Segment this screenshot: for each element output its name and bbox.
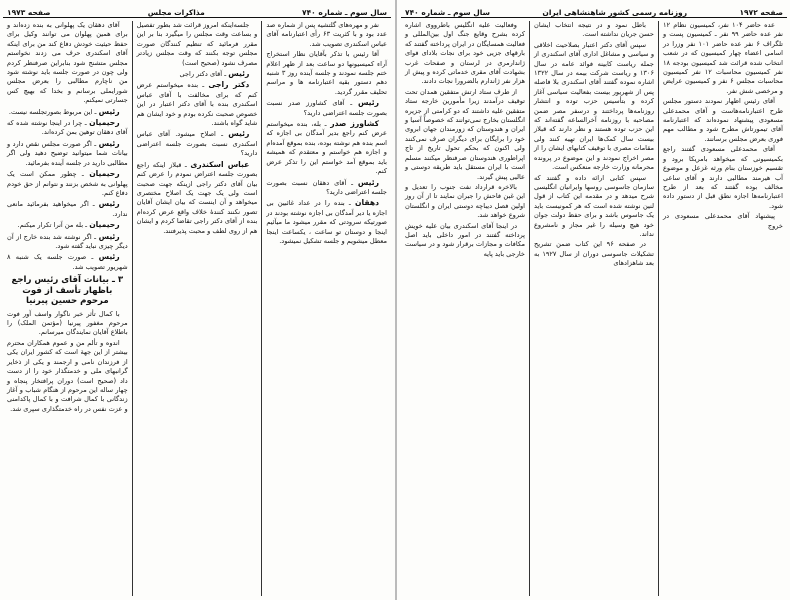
paragraph xyxy=(266,119,387,176)
speaker-name: دهقان xyxy=(355,198,379,208)
paragraph-text: باطل نمود و در نتیجه انتخاب ایشان حسن جریان نداشته است. xyxy=(534,21,654,39)
paragraph-text: ـ آقای دکتر راجی xyxy=(179,70,227,79)
paragraph xyxy=(534,240,654,268)
page-header xyxy=(3,0,391,18)
paragraph xyxy=(7,310,128,338)
speaker-name: رحیمیان xyxy=(89,169,120,179)
speaker-name: رئیس xyxy=(357,177,379,187)
right-page xyxy=(395,0,790,600)
paragraph-text: ـ چطور ممکن است یک پهلوانی به شخص بزنند و نتوانم از حق خودم دفاع کنم. xyxy=(6,170,128,197)
paragraph xyxy=(266,98,387,118)
paragraph-text: بالاخره قرارداد نفت جنوب را تعدیل و این غبن فاحش را جبران نمایند تا از آن روز اولین فصل دیباچه دوستی ایران و انگلستان شروع خواهد شد. xyxy=(405,182,525,220)
page-number: صفحه ۱۹۷۳ xyxy=(7,8,51,17)
text-column xyxy=(3,21,132,596)
paragraph xyxy=(534,174,654,240)
paragraph-text: در صفحه ۹۶ این کتاب ضمن تشریح تشکیلات جاسوسی دوران از سال ۱۹۲۷ به بعد شاهزادهای xyxy=(534,240,655,268)
paragraph-text: نفر و مهره‌های گلتشیه پس از شماره صد عدد بود و با کثریت ۶۳ رأی اعتبارنامه آقای عباس اسکندری تصویب شد. xyxy=(266,21,387,48)
speaker-name: رحیمیان xyxy=(89,220,120,230)
paragraph xyxy=(663,21,783,96)
issue-number: سال سوم ـ شماره ۷۴۰ xyxy=(405,8,490,17)
paragraph xyxy=(266,198,387,246)
paragraph xyxy=(7,252,128,272)
paragraph-text: ـ چرا در اینجا نوشته شده که آقای دهقان توهین بمن کرده‌اند. xyxy=(6,119,128,137)
paragraph xyxy=(405,183,525,221)
paragraph xyxy=(534,41,654,173)
paragraph xyxy=(7,118,128,138)
paragraph xyxy=(7,339,128,414)
paragraph xyxy=(137,80,258,128)
paragraph-text: ـ بله من آنرا تکرار میکنم. xyxy=(17,221,88,230)
speaker-name: رحیمیان xyxy=(89,118,120,128)
text-column xyxy=(529,21,658,596)
paragraph-text: ـ اصلاح میشود. آقای عباس اسکندری نسبت بصورت جلسه اعتراضی دارید؟ xyxy=(136,130,258,158)
paragraph-text: ـ اگر صورت مجلس نقص دارد و بیانات شما میتوانید توضیح دهید ولی اگر مطالبی دارید در جلسه آینده بفرمائید. xyxy=(6,139,128,167)
speaker-name: رئیس xyxy=(228,129,250,139)
paragraph-text: جلسه‌اینکه امروز قرائت شد بطور تفصیل و بساعت وقت مجلس را میگیرد بنا بر این مقرر فرمائید که تنظیم کنندگان صورت مجلس توجه بکنند که وقت مجلس زیادتر مصرف نشود (صحیح است) xyxy=(136,21,258,67)
paragraph xyxy=(534,21,654,40)
paragraph-text: ـ بنده را در عداد غائبین بی اجازه یا دیر آمدگان بی اجازه نوشته بودند در صورتیکه سرودتی که مقرر میشود ما میآئیم اینجا و دوستان تو ساعت ، یکساعت اینجا معطل میشویم و جلسه تشکیل نمیشود. xyxy=(266,199,387,245)
section-heading: ۳ ـ بیانات آقای رئیس راجع باظهار تأسف از فوت مرحوم حسین پیرنیا xyxy=(11,275,124,307)
issue-number: سال سوم ـ شماره ۷۴۰ xyxy=(302,8,387,17)
speaker-name: رئیس xyxy=(98,106,120,116)
paragraph xyxy=(137,129,258,158)
section-title: مذاکرات مجلس xyxy=(147,8,205,17)
paragraph xyxy=(7,199,128,219)
paragraph-text: با کمال تأثر خبر ناگوار واسف آور فوت مرحوم مغفور پیرنیا (مؤتمن الملک) را باطلاع آقایان نمایندگان میرسانم. xyxy=(6,309,128,337)
paragraph-text: آقای دهقان یک پهلوانی به بنده زده‌اند و برای همین پهلوان می توانند وکیل برای حفظ حیثیت خودش دفاع کند من برای اینکه آقای اسکندری حرف می زدند نخواستم مجلس متشنج شود بنابراین صرفنظر کردم ولی چون در صورت جلسه باید نوشته شود من ناچارم مطالبی را بعرض مجلس شورایملی برسانم و بخدا که بهیچ کس جسارتی نمیکنم. xyxy=(6,21,128,105)
speaker-name: رئیس xyxy=(228,69,250,79)
paragraph xyxy=(7,220,128,230)
text-column xyxy=(132,21,262,596)
columns xyxy=(401,21,787,596)
paragraph xyxy=(663,145,783,211)
paragraph xyxy=(7,232,128,252)
text-column xyxy=(401,21,529,596)
page-number: صفحه ۱۹۷۲ xyxy=(739,8,783,17)
paragraph-text: سپس آقای دکتر اعتبار بصلاحیت اخلاقی و سیاسی و مشاغل اداری آقای اسکندری از جمله ریاست کابینه فوائد عامه در سال ۱۳۰۶ و ریاست شرکت بیمه در سال ۱۳۲۲ اشاره نموده گفتند آقای اسکندری بلا فاصله پس از شهریور بیست بفعالیت سیاسی آغاز کرده و بتأسیس حزب توده و انتشار روزنامه‌ها پرداختند و درسفر مصر ضمن مصاحبه با روزنامه آخرالساعه گفته‌اند که این حزب توده هستند و نظر دارند که قبلاز بیست سال کمک‌ها ایران تهیه کنند ولی مقامات مصری با توقیف کتابهای ایشان را از مصر اخراج نمودند و این موضوع در پرونده محرمانه وزارت خارجه منعکس است. xyxy=(533,40,654,172)
paragraph xyxy=(663,97,783,144)
paragraph xyxy=(7,139,128,168)
paragraph xyxy=(7,169,128,198)
paragraph-text: عده حاضر ۱۰۴ نفر، کمیسیون نظام ۱۲ نفر عده حاضر ۹۹ نفر ـ کمیسیون پست و تلگراف ۶ نفر عده حاضر ۱۰۱ نفر وزرا در اسامی اعضاء چهار کمیسیون که در شعب انتخاب شده قرائت شد کمیسیون بودجه ۱۸ نفر کمیسیون محاسبات ۱۲ نفر کمیسیون محاسبات مجلس ۶ نفر و کمیسیون عرایض و مرخصی شش نفر. xyxy=(663,21,784,95)
paragraph xyxy=(137,21,258,68)
paragraph-text: ـ اگر نوشته شد بنده خارج از آن دیگر چیزی نباید گفته شود. xyxy=(6,232,128,250)
paragraph-text: ـ آقای دهقان نسبت بصورت جلسه اعتراضی دارید؟ xyxy=(266,178,387,196)
paragraph-text: آقای رئیس اظهار نمودند دستور مجلس طرح اعتبارنامه‌هاست و آقای محمدعلی مسعودی پیشنهاد نموده‌اند که اعتبارنامه آقای تیمورتاش مطرح شود و مطالب مهم فوری بعرض مجلس برسانند. xyxy=(663,97,783,143)
paragraph-text: وفعالیت علیه انگلیس باطرووی اشاره کرده بشرح وقایع جنگ اول بین‌المللی و فعالیت همسایگان در ایران پرداخته گفتند که بارقهای جزیی خود برای نجات بلادای فوای ژاندارمری در لرستان و صفحات غرب بشهادت آقای مقری خدماتی کرده و پیش از هزار نفر ژاندارم بالضرورا نجات دادند. xyxy=(405,21,525,86)
speaker-name: رئیس xyxy=(98,231,120,241)
speaker-name: عباس اسکندری xyxy=(190,159,250,169)
paragraph-text: ـ بله، بنده میخواستم عرض کنم راجع بدیر آمدگان بی اجازه که اسم بنده هم نوشته بوده، بنده بموقع آمده‌ام و اجازه هم خواستم و معتقدم که همیشه باید بموقع آمد خواستم این را تذکر عرض کنم. xyxy=(266,120,387,176)
speaker-name: رئیس xyxy=(357,98,379,108)
text-column xyxy=(658,21,787,596)
paragraph-text: سپس کتابی ارائه داده و گفتند که سازمان جاسوسی روسها وایرانیان انگلیسی شرح میدهد و در مقدمه این کتاب از قول لنین نوشته شده است که هر کمونیست باید یک جاسوس باشد و برای حفظ دولت جوان خود هیچ وسیله را غیر مجاز و نامشروع نداند. xyxy=(534,173,654,238)
paragraph xyxy=(405,222,525,260)
paragraph-text: پیشنهاد آقای محمدعلی مسعودی در خروج xyxy=(663,212,783,230)
speaker-name: رئیس xyxy=(98,252,120,262)
paragraph xyxy=(663,212,783,231)
paragraph xyxy=(7,21,128,106)
paragraph-text: در اینجا آقای اسکندری بیان علیه خویش پرداخته گفتند در امور داخلی باید اصل مکافات و مجازات برقرار شود و در سیاست خارجی باید پایه xyxy=(405,221,525,258)
text-column xyxy=(261,21,391,596)
paragraph-text: از طرف ستاد ارتش متفقین همدان تحت توقیف درآمدند زیرا مأمورین خارجه ستاد متفقین علیه داشتند که دو کرامتی از جزیره انگلستان بخارج نمی‌توانند که خصوصاً آسیا و ایران و هندوستان که زورمندان جهان ابروی خود را برایگان برای دیگران صرف نمی‌کنند ولی اکنون که بحکم تحول تاریخ از تاج اپراطوری هندوستان صرفنظر میکنند مسلم است با ایران مستقل باید طریقه دوستی و عالیی پیش گیرند. xyxy=(405,87,525,181)
speaker-name: رئیس xyxy=(98,138,120,148)
speaker-name: کشاورز صدر xyxy=(330,119,379,129)
paragraph-text: ـ اگر میخواهید بفرمائید مانعی ندارد. xyxy=(6,200,128,218)
paragraph-text: آقا رئیس با تذکر بآقایان نظار استخراج آراء کمیسیونها دو ساعت بعد از ظهر اعلام ختم جلسه نمودند و جلسه آینده روز ۳ شنبه دهم دستور بقیه اعتبارنامه ها و مراسم تحلیف مقرر گردید. xyxy=(266,50,387,96)
paragraph-text: ـ بنده میخواستم عرض کنم که برای مخالفت با آقای عباس اسکندری بنده با آقای دکتر اعتبار در این خصوص صحبت نکرده بودم و خود ایشان هم شاید گواه باشند. xyxy=(136,81,258,128)
page-header xyxy=(401,0,787,18)
columns xyxy=(3,21,391,596)
paragraph xyxy=(137,160,258,236)
paragraph xyxy=(266,178,387,198)
paragraph xyxy=(405,21,525,87)
paragraph-text: ـ قبلاز اینکه راجع بصورت جلسه اعتراض نمودم را عرض کنم بیان آقای دکتر راجی ازینکه جهت صحبت است ولی یک جهت یک اصلاح مختصری میخواهد و آن اینست که بیان ایشان آقایان تصور نکنند کنندهٔ خلاف واقع عرض کرده‌ام بنده از آقای دکتر راجی تقاضا کردم و ایشان هم از روی لطف و محبت پذیرفتند. xyxy=(136,160,258,235)
paragraph-text: ـ آقای کشاورز صدر نسبت بصورت جلسه اعتراضی دارید؟ xyxy=(266,99,387,117)
newspaper-title: روزنامه رسمی کشور شاهنشاهی ایران xyxy=(542,8,688,17)
paragraph xyxy=(137,69,258,79)
speaker-name: رئیس xyxy=(98,199,120,209)
paragraph-text: آقای محمدعلی مسعودی گفتند راجع بکمیسیونی که میخواهد بامریکا برود و تقسیم خوزستان بنام ورثه غزعل و موضوع آب هیرمند مطالبی دارند و آقای ساعی مخالف بوده گفتند که بعد از طرح اعتبارنامه‌ها اجازه نطق قبل از دستور داده شود. xyxy=(663,145,783,210)
paragraph-text: ـ صورت جلسه یک شنبه ۸ شهریور تصویب شد. xyxy=(6,253,128,271)
paragraph xyxy=(405,88,525,182)
paragraph xyxy=(7,107,128,117)
paragraph xyxy=(266,21,387,49)
paragraph xyxy=(266,50,387,97)
paragraph-text: اندوه و تألم من و عموم همکاران محترم بیشتر از این جهة است که کشور ایران یکی از فرزندان نامی و ارجمند و یکی از ذخایر گرانبهای ملی و خدمتگذار خود را از دست داد (صحیح است) دوران پرافتخار پنجاه و چهار ساله این مرحوم از هنگام شباب و آغاز زندگانی با کمال شرافت و با کمال پاکدامنی و عزت نفس در راه خدمتگذاری سپری شد. xyxy=(6,338,128,413)
paragraph-text: ـ این مربوط بصورتجلسه نیست. xyxy=(8,107,97,116)
speaker-name: دکتر راجی xyxy=(208,80,250,90)
